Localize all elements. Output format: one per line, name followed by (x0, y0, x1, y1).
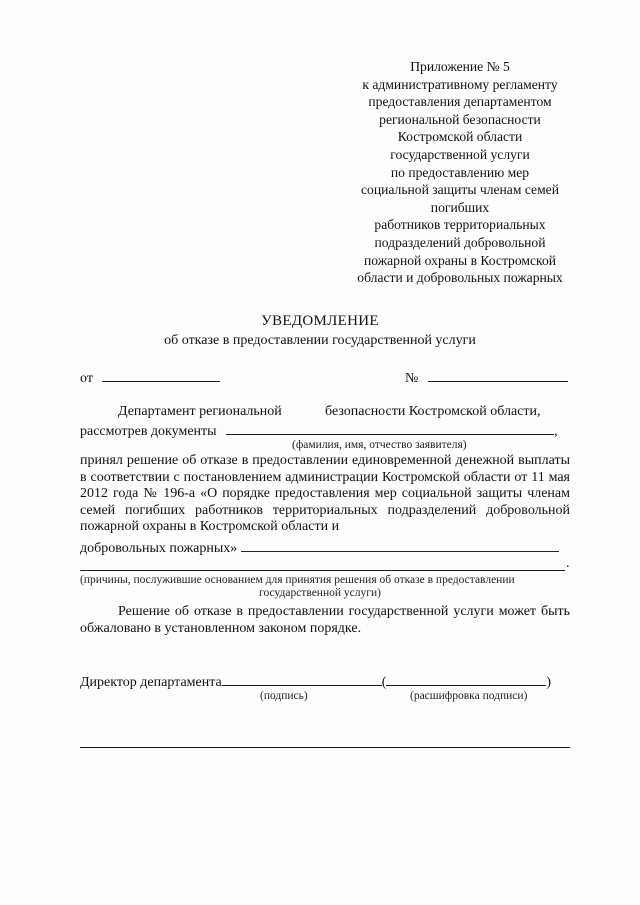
appendix-line: государственной услуги (390, 146, 530, 162)
director-label: Директор департамента (80, 675, 222, 690)
reviewed-docs-label: рассмотрев документы (80, 424, 217, 439)
appendix-line: социальной защиты членам семей (361, 182, 559, 198)
appendix-line: предоставления департаментом (368, 94, 552, 110)
open-paren: ( (381, 675, 387, 690)
appendix-line: к административному регламенту (362, 76, 558, 92)
appendix-line: Приложение № 5 (410, 59, 510, 74)
appendix-line: региональной безопасности (379, 111, 541, 127)
name-decode-blank[interactable] (386, 672, 546, 686)
appendix-line: Костромской области (397, 129, 523, 145)
para1-line1-b: безопасности Костромской области, (325, 404, 541, 419)
end-punct: . (566, 556, 570, 571)
notice-subtitle: об отказе в предоставлении государственной услуги (164, 333, 476, 348)
reason-blank-2[interactable] (80, 570, 565, 571)
para1-line1-a: Департамент региональной (118, 404, 282, 419)
comma: , (554, 424, 558, 439)
appendix-line: работников территориальных (374, 217, 546, 233)
number-label: № (405, 371, 419, 386)
bottom-divider (80, 747, 570, 748)
appeal-paragraph: Решение об отказе в предоставлении государственной услуги может быть обжаловано в установленном законом порядке. (80, 604, 570, 636)
reason-blank-1[interactable] (241, 538, 559, 552)
signature-note: (подпись) (260, 690, 308, 702)
appendix-line: по предоставлению мер (390, 164, 530, 180)
reviewed-docs-row (80, 421, 558, 440)
from-date-row (80, 368, 220, 387)
appendix-line: подразделений добровольной (374, 234, 546, 250)
number-row (405, 368, 568, 387)
signature-blank[interactable] (222, 672, 382, 686)
applicant-name-blank[interactable] (226, 421, 554, 435)
notice-title: УВЕДОМЛЕНИЕ (261, 313, 379, 329)
decode-note: (расшифровка подписи) (410, 690, 528, 702)
number-blank[interactable] (428, 368, 568, 382)
last-line-text: добровольных пожарных» (80, 541, 238, 556)
para1-body: принял решение об отказе в предоставлении единовременной денежной выплаты в соответствии с постановлением администрации Костромской области от 11 мая 2012 года № 196-а «О порядке предоставления мер социальной защиты членам семей погибших работников территориальных подразделений добровольной пожарной охраны в Костромской области и (80, 453, 570, 535)
reason-note-line2: государственной услуги) (259, 587, 381, 599)
appendix-line: области и добровольных пожарных (357, 270, 563, 286)
from-label: от (80, 371, 93, 386)
appendix-line: пожарной охраны в Костромской (363, 252, 557, 268)
close-paren: ) (546, 675, 552, 690)
last-line-row (80, 538, 559, 557)
reason-note-line1: (причины, послужившие основанием для принятия решения об отказе в предоставлении (80, 574, 515, 586)
appendix-block (330, 58, 590, 287)
appendix-line: погибших (430, 199, 490, 215)
applicant-note: (фамилия, имя, отчество заявителя) (292, 439, 467, 451)
from-date-blank[interactable] (102, 368, 220, 382)
signature-row (80, 672, 551, 691)
